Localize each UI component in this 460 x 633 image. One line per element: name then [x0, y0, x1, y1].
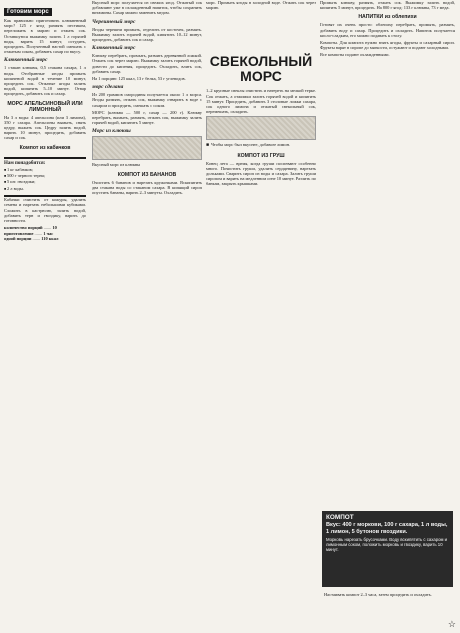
orange-text: На 3 л воды: 4 апельсина (или 3 лимона), 350 г сахара. Апельсины вымыть, снять цедру, выжать сок. Цедру залить водой, варить 10 минут, процедить, добавить сахар и сок.: [4, 114, 86, 141]
heading-mors-sdelan: морс сделана: [92, 84, 124, 91]
photo-caption: Вкусный морс из клюквы: [92, 162, 141, 168]
column-2: [92, 0, 202, 633]
ingredients-title: Нам понадобится:: [4, 160, 46, 166]
sign-text: Настаивать компот 2–3 часа, затем процедить и охладить.: [324, 592, 432, 597]
heading-orange: МОРС АПЕЛЬСИНОВЫЙ ИЛИ ЛИМОННЫЙ: [7, 100, 83, 113]
oblepiha-text: Готовят их очень просто: облепиху перебрать, промыть, размять, добавить воду и сахар. Процедить и охладить. Напиток получается кисло-сладким, его можно подавать к столу.: [320, 22, 455, 38]
method-text: Кабачки очистить от кожуры, удалить семена и нарезать небольшими кубиками. Сложить в кастрюлю, залить водой, добавить терн и гвоздику, варить до готовности.: [4, 197, 86, 224]
ingredients-box: [4, 157, 86, 198]
heading-kloukva3: Морс из клюквы: [92, 128, 131, 135]
klyukva-text: 1 стакан клюквы, 0,5 стакана сахара, 1 л воды. Отобранные ягоды промыть кипяченой водой в течение 10 минут, процедить сок. Отжатые ягоды залить водой, кипятить 5–10 минут. Отвар процедить, добавить сок и сахар.: [4, 65, 86, 97]
column-1: [4, 0, 86, 633]
heading-klyukva2: Клюквенный морс: [92, 45, 136, 52]
grusha-text: Конец лета — время, когда груши поспевают особенно много. Почистить груши, удалить сердцевину, нарезать дольками. Сварить сироп из воды и сахара. Залить груши сиропом и варить на медленном огне 10 минут. Разлить по банкам, закрыть крышками.: [206, 160, 316, 187]
star-icon: ☆: [447, 619, 456, 629]
photo-placeholder: [92, 136, 202, 160]
heading-kabachki: Компот из кабачков: [19, 144, 71, 151]
intro-text: Как правильно приготовить клюквенный морс? 125 г ягод размять пестиком, переложить в марлю и отжать сок. Оставшуюся выжимку залить 1 л горячей воды, варить 15 минут, остудить, процедить. Полученный настой смешать с отжатым соком, добавить сахар по вкусу.: [4, 18, 86, 55]
compot-title: КОМПОТ: [326, 514, 354, 521]
heading-oblepiha: НАПИТКИ из облепихи: [358, 14, 417, 21]
compot-banan-text: Очистить 6 бананов и нарезать кружочками. Вскипятить два стакана воды со стаканом сахара. В кипящий сироп опустить бананы, варить 2–3 минуты. Охладить.: [92, 179, 202, 196]
ingredient-item: ■ 5 шт. гвоздики;: [4, 179, 86, 185]
heading-grusha: КОМПОТ ИЗ ГРУШ: [237, 152, 285, 159]
mors2-text: МОРС (клюква — 500 г, сахар — 200 г). Клюкву перебрать, вымыть, размять, отжать сок, выжимку залить горячей водой, кипятить 5 минут.: [92, 109, 202, 126]
heading-chereshnya: Черешневый морс: [92, 18, 136, 25]
heading-compot-banan: КОМПОТ ИЗ БАНАНОВ: [117, 171, 177, 178]
cost-row: одной порции ....... 110 ккал: [4, 236, 59, 242]
serving-note: На 1 порцию: 125 ккал, 13 г белка, 53 г углеводов.: [92, 76, 186, 82]
top-text: морс. Промыть ягоды в холодной воде. Отжать сок через марлю.: [206, 0, 316, 11]
cost-row: приготовление ....... 1 час: [4, 230, 54, 236]
main-title: СВЕКОЛЬНЫЙ МОРС: [209, 53, 313, 85]
ingredient-item: ■ 2 л воды.: [4, 186, 86, 192]
ingredients-list: [4, 167, 86, 193]
cost-table: [4, 225, 86, 241]
ingredient-item: ■ 1 кг кабачков;: [4, 167, 86, 173]
ingredient-item: ■ 500 г черного терна;: [4, 173, 86, 179]
bullet-icon: ■: [206, 143, 210, 149]
mors-sdelan-text: Из 200 граммов смородины получается около 1 л морса. Ягоды размять, отжать сок, выжимку отварить в воде с сахаром и процедить, смешать с соком.: [92, 92, 202, 108]
klyukva2-text: Клюкву перебрать, промыть, размять деревянной ложкой. Отжать сок через марлю. Выжимку залить горячей водой, довести до кипения, процедить. Охладить, влить сок, добавить сахар.: [92, 53, 202, 74]
chereshnya-text: Ягоды черешни промыть, отделить от косточек, размять. Выжимку залить горячей водой, кипятить 10–12 минут, процедить, добавить сок и сахар.: [92, 26, 202, 43]
section-header: Готовим морс: [4, 8, 52, 16]
cost-row: количество порций ....... 10: [4, 225, 57, 231]
komp-note: Компоты. Для компота нужно взять ягоды, фрукты и сахарный сироп. Фрукты варят в сиропе до мягкости, остужают и подают холодными.: [320, 40, 455, 51]
photo-caption: ■ Чтобы морс был вкуснее, добавьте лимон.: [206, 142, 291, 149]
sign-block: [324, 592, 453, 599]
heading-klyukva: Клюквенный морс: [4, 57, 48, 64]
compot-desc: Морковь нарезать брусочками. Воду вскипятить с сахаром и лимонным соком, положить морковь и гвоздику, варить 10 минут.: [326, 537, 448, 553]
top-text: Промыть клюкву, размять, отжать сок. Выжимку залить водой, кипятить 5 минут, процедить. На 800 г ягод: 133 г клюквы, 73 г меда.: [320, 0, 455, 11]
compot-box: [322, 511, 453, 587]
komp-end: Все компоты подают охлажденными.: [320, 52, 390, 58]
top-text: Вкусный морс получается из свежих ягод. Отжатый сок добавляют уже в охлажденный напиток, чтобы сохранить витамины. Сахар можно заменить медом.: [92, 0, 202, 16]
main-text: 1–2 крупные свеклы очистить и натереть на мелкой терке. Сок отжать, а отжимки залить горячей водой и кипятить 15 минут. Процедить, добавить 3 столовые ложки сахара, сок одного лимона и отжатый свекольный сок, перемешать, охладить.: [206, 88, 316, 115]
photo-placeholder: [206, 116, 316, 140]
column-3: [206, 0, 316, 633]
compot-sub: Вкус: 400 г моркови, 100 г сахара, 1 л воды, 1 лимон, 5 бутонов гвоздики.: [326, 522, 448, 535]
